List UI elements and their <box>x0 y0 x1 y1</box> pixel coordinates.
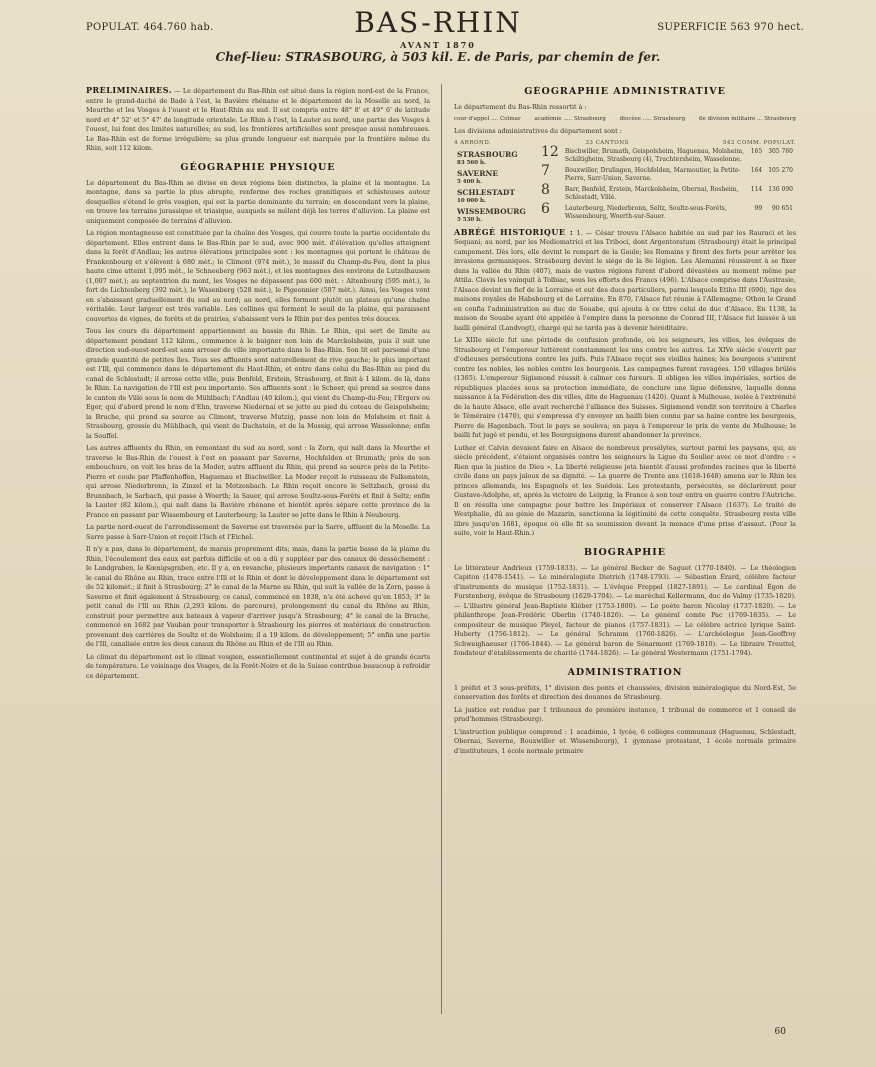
biographie-paragraph: Le littérateur Andrieux (1759-1833). — Le général Becker de Saguet (1770-1840). — Le théologien Capiton (1478-1541). — Le minéralogiste Dietrich (1748-1793). — Sébastien Érard, célèbre facteur d'instruments de musique (1752-1831). — L'évêque Freppel (1827-1891). — Le cardinal Égon de Furstenberg, évêque de Strasbourg (1629-1704). — Le maréchal Kellermann, duc de Valmy (1735-1820). — L'illustre général Jean-Baptiste Kléber (1753-1800). — Le poète baron Nicolay (1737-1820). — Le philanthrope Jean-Frédéric Oberlin (1740-1826). — Le général comte Pac (1769-1835). — Le compositeur de musique Pleyel, facteur de pianos (1757-1831). — Le célèbre actrice lyrique Saint-Huberty (1756-1812). — Le général Schramm (1760-1826). — L'archéologue Jean-Geoffroy Schweighaeuser (1766-1844). — Le général baron de Sénarmont (1769-1810). — Le libraire Treuttel, fondateur d'établissements de charité (1744-1826). — Le général Westermann (1751-1794). <box>454 563 796 657</box>
ressort-item: diocèse ..... Strasbourg <box>619 115 686 122</box>
population-label: POPULAT. 464.760 hab. <box>86 22 214 33</box>
table-header-cell: 33 CANTONS <box>585 139 629 146</box>
geo-admin-intro: Le département du Bas-Rhin ressortit à : <box>454 103 587 111</box>
preliminaires-paragraph <box>86 86 430 154</box>
abrege-lead: ABRÉGÉ HISTORIQUE : <box>454 226 574 237</box>
population-count: 105 270 <box>768 166 793 174</box>
cantons-count: 8 <box>541 181 550 198</box>
arrondissement-name: SCHLESTADT <box>457 187 515 197</box>
cantons-list: Barr, Benfeld, Erstein, Marckolsheim, Obernai, Rosheim, Schlestadt, Villé. <box>564 185 739 201</box>
table-row <box>454 148 796 167</box>
subtitle: AVANT 1870 <box>400 40 476 50</box>
abrege-paragraph <box>454 228 796 334</box>
communes-count: 99 <box>754 204 763 212</box>
arrondissement-name: WISSEMBOURG <box>457 206 526 216</box>
table-header-cell: 542 COMM. POPULAT. <box>722 139 796 146</box>
chef-lieu-line: Chef-lieu: STRASBOURG, à 503 kil. E. de Paris, par chemin de fer. <box>215 50 661 64</box>
table-header <box>454 140 796 146</box>
communes-count: 114 <box>750 185 763 193</box>
superficie-label: SUPERFICIE 563 970 hect. <box>657 22 804 33</box>
geo-physique-paragraph: La partie nord-ouest de l'arrondissement de Saverne est traversée par la Sarre, affluent de la Moselle. La Sarre passe à Sarr-Union et reçoit l'Isch et l'Eichel. <box>86 523 430 541</box>
arrondissement-dist: 5 400 h. <box>457 178 483 185</box>
page-title: BAS-RHIN <box>354 6 522 39</box>
geo-physique-paragraph: Les autres affluents du Rhin, en remontant du sud au nord, sont : la Zorn, qui naît dans la Meurthe et traverse le Bas-Rhin de l'ouest à l'est en passant par Saverne, Hochfelden et Brumath; près de son embouchure, on voit les bras de la Moder, autre affluent du Rhin, qui prend sa source près de la Petite-Pierre et coule par Pfaffenhoffen, Haguenau et Bischwiller. La Moder reçoit le ruisseau de Falkenstein, qui arrose Niederbronn, la Zinzel et la Motzenbach. Le Rhin reçoit encore le Seltzbach, grossi du Brunnbach, le Sarbach, qui passe à Woerth; la Sauer, qui arrose Soultz-sous-Forêts et finit à Seltz; enfin la Lauter (82 kilom.), qui naît dans la Bavière rhénane et bientôt après sépare cette province de la France en passant par Wissembourg et Lauterbourg; la Lauter se jette dans le Rhin à Neubourg. <box>86 444 430 519</box>
arrondissement-dist: 10 000 h. <box>457 197 486 204</box>
geo-physique-paragraph: Tous les cours du département appartiennent au bassin du Rhin. Le Rhin, qui sert de limite au département pendant 112 kilom., commence à le baigner non loin de Marckolsheim, puis il suit une direction sud-ouest-nord-est sans arroser de ville importante dans le Bas-Rhin. Son lit est parsemé d'une grande quantité de petites îles. Tous ses affluents sont naturellement de rive gauche; le plus important est l'Ill, qui commence dans le département du Haut-Rhin, et entre dans celui du Bas-Rhin au pied du canal de Schlestadt; il arrose cette ville, puis Benfeld, Erstein, Strasbourg, et finit à 1 kilom. de là, dans le Rhin. La navigation de l'Ill est peu importante. Ses affluents sont : le Scheer, qui prend sa source dans le canton de Villé sous le nom de Mühlbach; l'Andlau (40 kilom.), qui vient du Champ-du-Feu; l'Ergers ou Eger, qui d'abord prend le nom d'Ehn, traverse Niedernai et se jette au pied du coteau de Geispolsheim; la Bruche, qui prend sa source au Climont, traverse Mutzig, passe non loin de Molsheim et finit à Strasbourg, grossie du Mühlbach, qui vient de Dachstein, et de la Mossig, qui arrose Wasselonne; enfin la Souffel. <box>86 327 430 440</box>
divisions-intro: Les divisions administratives du département sont : <box>454 127 622 135</box>
geo-physique-paragraph: Il n'y a pas, dans le département, de marais proprement dits; mais, dans la partie basse de la plaine du Rhin, l'écoulement des eaux est parfois difficile et on a dû y suppléer par des canaux de dessèchement : le Landgraben, le Kœnigsgraben, etc. Il y a, en revanche, plusieurs importants canaux de navigation : 1° le canal du Rhône au Rhin, trace entre l'Ill et le Rhin et dont le développement dans le département est de 52 kilomèt.; il finit à Strasbourg; 2° le canal de la Marne au Rhin, qui suit la vallée de la Zorn, passe à Saverne et finit également à Strasbourg; ce canal, commencé en 1838, n'a été achevé qu'en 1853; 3° le petit canal de l'Ill au Rhin (2,293 kilom. de parcours), prolongement du canal du Rhône au Rhin, construit pour permettre aux bateaux à vapeur d'arriver jusqu'à Strasbourg; 4° le canal de la Bruche, commencé en 1682 par Vauban pour transporter à Strasbourg les pierres et matériaux de construction provenant des carrières de Soultz et de Wolxheim; il a 19 kilom. de développement; 5° enfin une partie de l'Ill, canalisée entre les deux canaux du Rhône au Rhin et de l'Ill au Rhin. <box>86 545 430 648</box>
cantons-count: 7 <box>541 162 550 179</box>
cantons-list: Bischwiller, Brumath, Geispolsheim, Haguenau, Molsheim, Schiltigheim, Strasbourg (4), Truchtersheim, Wasselonne. <box>564 147 744 163</box>
table-row <box>454 186 796 205</box>
arrondissement-name: STRASBOURG <box>457 149 518 159</box>
abrege-paragraph: Luther et Calvin devaient faire en Alsace de nombreux prosélytes, surtout parmi les paysans, qui, au siècle précédent, s'étaient organisés contre les seigneurs la Ligue du Soulier avec ce mot d'ordre : « Rien que la justice de Dieu ». La liberté religieuse jeta bientôt d'aussi profondes racines que la liberté civile dans un pays jaloux de sa dignité. — La guerre de Trente ans (1618-1648) amena sur le Rhin les princes allemands, les Espagnols et les Suédois. Les protestants, persécutés, se déclarèrent pour Gustave-Adolphe, et, après la victoire de Leipzig, la France à son tour entra en guerre contre l'Autriche. Il en résulta une campagne pour battre les Impériaux et conserver l'Alsace (1637). Le traité de Westphalie, dû au génie de Mazarin, sanctionna la légitimité de cette conquête. Strasbourg resta ville libre jusqu'en 1681, époque où elle fit sa soumission devant la menace d'une prise d'assaut. (Pour la suite, voir le Haut-Rhin.) <box>454 443 796 537</box>
abrege-paragraph: Le XIIIe siècle fut une période de confusion profonde, où les seigneurs, les villes, les évêques de Strasbourg et l'empereur luttèrent constamment les uns contre les autres. Le XIVe siècle s'ouvrit par d'odieuses persécutions contre les juifs. Puis l'Alsace reçut ses vieilles haines; les bourgeois s'unirent contre les nobles, les nobles contre les bourgeois. Les campagnes furent ravagées. 150 villages brûlés (1365). L'empereur Sigismond réussit à calmer ces fureurs. Il obligea les villes impériales, sorties de républiques placées sous sa protection immédiate, de conclure une ligue défensive, laquelle donna naissance à la Fédération des dix villes, dite de Haguenau (1420). Quant à Mulhouse, isolée à l'extrémité de la haute Alsace, elle avait recherché l'alliance des Suisses. Sigismond vendit son territoire à Charles le Téméraire (1470), qui s'empressa d'y envoyer un bailli bien connu par sa haine contre les bourgeois, Pierre de Hagenbach. Tout le pays se souleva; on paya à l'empereur le prix de vente de Mulhouse; le bailli fut jugé et pendu, et les Bourguignons durent abandonner la province. <box>454 336 796 439</box>
ressort-item: cour d'appel .... Colmar <box>454 115 521 122</box>
right-column <box>454 86 796 1026</box>
page-number: 60 <box>774 1027 786 1037</box>
left-column <box>86 86 430 1006</box>
geo-physique-paragraph: Le climat du département est le climat vosgien, essentiellement continental et sujet à de grands écarts de température. Le voisinage des Vosges, de la Forêt-Noire et de la Suisse contribue beaucoup à refroidir ce département. <box>86 652 430 680</box>
geo-physique-paragraph: Le département du Bas-Rhin se divise en deux régions bien distinctes, la plaine et la montagne. La montagne, dans sa partie la plus abrupte, renferme des roches granitiques et schisteuses autour desquelles s'étend le grès vosgien, qui est la partie dominante du terrain; en descendant vers la plaine, on trouve les terrains jurassique et triasique, auxquels se mêlent déjà les terres d'alluvion. La plaine est uniquement composée de terrains d'alluvion. <box>86 178 430 225</box>
section-title-geo-physique: GÉOGRAPHIE PHYSIQUE <box>180 161 336 173</box>
administration-paragraph: L'instruction publique comprend : 1 académie, 1 lycée, 6 collèges communaux (Haguenau, Schlestadt, Obernai, Saverne, Bouxwiller et Wissembourg), 1 gymnase protestant, 1 école normale primaire d'instituteurs, 1 école normale primaire <box>454 727 796 755</box>
ressort-item: académie ..... Strasbourg <box>534 115 606 122</box>
table-row <box>454 167 796 186</box>
abrege-text: 1. — César trouva l'Alsace habitée au sud par les Rauraci et les Sequani; au nord, par les Mediomatrici et les Triboci, dont Argentoratum (Strasbourg) était le principal campement. Dès lors, elle devint le rempart de la Gaule; les Romains y firent des forts pour arrêter les invasions germaniques. Strasbourg devint le siège de la 8e légion. Les Alemanni réussirent à se fixer dans la vallée du Rhin (407), mais de vastes régions furent d'abord dévastées au moment même par Attila. Clovis les vainquit à Tolbiac, sous les efforts des Francs (496). L'Alsace comprise dans l'Austrasie, l'Alsace devint un fief de la Lorraine et eut des ducs particuliers, parmi lesquels Etiho III (690), tige des maisons royales de Habsbourg et de Lorraine. En 870, l'Alsace fut réunie à l'Allemagne; Othon le Grand en confia l'administration au duc de Souabe, qui ajouta à ce titre celui de duc d'Alsace. En 1138, la maison de Souabe ayant été appelée à l'empire dans la personne de Conrad III, l'Alsace fut laissée à un bailli général (Landvogt), chargé qui ne tarda pas à devenir héréditaire. <box>454 228 796 332</box>
administration-paragraph: La justice est rendue par 1 tribunaux de première instance, 1 tribunal de commerce et 1 conseil de prud'hommes (Strasbourg). <box>454 705 796 723</box>
population-count: 305 760 <box>768 147 793 155</box>
table-row <box>454 205 796 224</box>
preliminaires-lead: PRÉLIMINAIRES. <box>86 86 173 95</box>
cantons-count: 6 <box>541 200 550 217</box>
arrondissement-dist: 83 560 h. <box>457 159 486 166</box>
arrondissement-dist: 5 530 h. <box>457 216 483 223</box>
arrondissement-name: SAVERNE <box>457 168 499 178</box>
table-header-cell: 4 ARROND. <box>454 139 492 146</box>
population-count: 136 090 <box>768 185 793 193</box>
ressorts-row <box>454 116 796 124</box>
administration-paragraph: 1 préfet et 3 sous-préfets, 1° division des ponts et chaussées, division minéralogique du Nord-Est, 5e conservation des forêts et direction des douanes de Strasbourg. <box>454 683 796 701</box>
geo-physique-paragraph: La région montagneuse est constituée par la chaîne des Vosges, qui couvre toute la partie occidentale du département. Elles entrent dans le Bas-Rhin par le sud, avec 900 mèt. d'élévation qu'elles atteignent dans la forêt d'Andlau; les autres élévations principales sont : les montagnes qui portent le château de Frankenbourg et s'élèvent à 680 mèt.; le Climont (974 mèt.), le massif du Champ-du-Feu, dont la plus haute cime atteint 1,095 mèt., le Schneeberg (963 mèt.), et les montagnes des environs de Lutzelhausen (1,007 mèt.); au septentrion du mont, les Vosges ne dépassent pas 600 mèt. : Altenbourg (595 mèt.), le fort de Lichtenberg (392 mèt.), le Wasenberg (528 mèt.), le Pigeonnier (507 mèt.). Ainsi, les Vosges vont en s'abaissant graduellement du sud au nord; au nord, elles forment plutôt un plateau qu'une chaîne véritable. Leur largeur est très variable. Les collines qui forment le seuil de la plaine, qui paraissent couvertes de vignes, de forêts et de prairies, s'abaissent vers le Rhin par des pentes très douces. <box>86 229 430 323</box>
cantons-list: Lauterbourg, Niederbronn, Seltz, Soultz-sous-Forêts, Wissembourg, Woerth-sur-Sauer. <box>564 204 727 220</box>
cantons-count: 12 <box>541 143 559 160</box>
communes-count: 164 <box>750 166 763 174</box>
section-title-biographie: BIOGRAPHIE <box>584 546 666 558</box>
section-title-administration: ADMINISTRATION <box>567 666 683 678</box>
cantons-list: Bouxwiller, Drulingen, Hochfelden, Marmoutier, la Petite-Pierre, Sarr-Union, Saverne. <box>564 166 741 182</box>
arrondissements-table <box>454 143 796 224</box>
communes-count: 165 <box>750 147 763 155</box>
preliminaires-text: — Le département du Bas-Rhin est situé dans la région nord-est de la France, entre le grand-duché de Bade à l'est, la Bavière rhénane et le département de la Moselle au nord, la Meurthe et les Vosges à l'ouest et le Haut-Rhin au sud. Il est compris entre 48° 8' et 49° 6' de latitude nord et 4° 52' et 5° 47' de longitude orientale. Le Rhin à l'est, la Lauter au nord, une partie des Vosges à l'ouest, lui font des limites naturelles; au sud, les frontières artificielles sont presque aussi nombreuses. Le Bas-Rhin est de forme irrégulière; sa plus grande longueur est marquée par la frontière même du Rhin, soit 112 kilom. <box>86 87 430 152</box>
ressort-item: 6e division militaire ... Strasbourg <box>698 115 796 122</box>
section-title-geo-admin: GÉOGRAPHIE ADMINISTRATIVE <box>524 86 726 97</box>
population-count: 90 651 <box>772 204 793 212</box>
column-divider <box>441 84 442 1014</box>
